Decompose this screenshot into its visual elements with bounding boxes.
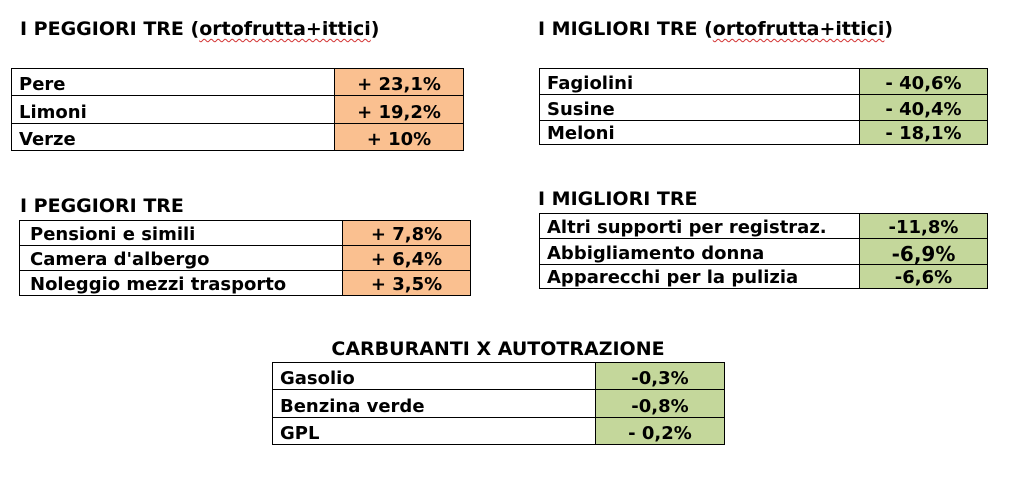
worst-produce-title-prefix: I PEGGIORI TRE ( — [20, 18, 200, 40]
table-row — [273, 418, 725, 445]
row-label: Altri supporti per registraz. — [540, 214, 860, 239]
row-value: -0,8% — [596, 390, 725, 418]
table-row — [540, 121, 988, 145]
table-row — [20, 221, 471, 246]
table-row — [540, 95, 988, 121]
table-row — [12, 124, 464, 151]
best-produce-title-category: ortofrutta+ittici — [712, 18, 885, 40]
worst-produce-title-suffix: ) — [370, 18, 380, 40]
row-label: Fagiolini — [540, 69, 860, 95]
best-produce-title-prefix: I MIGLIORI TRE ( — [538, 18, 713, 40]
row-value: + 19,2% — [335, 96, 464, 124]
best-produce-table — [539, 68, 988, 145]
row-label: Camera d'albergo — [20, 246, 343, 271]
row-value: - 40,4% — [860, 95, 988, 121]
table-row — [12, 69, 464, 96]
row-value: + 6,4% — [343, 246, 471, 271]
fuel-table — [272, 362, 725, 445]
table-row — [20, 271, 471, 296]
row-value: - 40,6% — [860, 69, 988, 95]
row-value: + 7,8% — [343, 221, 471, 246]
table-row — [12, 96, 464, 124]
worst-general-title: I PEGGIORI TRE — [20, 195, 184, 217]
best-general-title: I MIGLIORI TRE — [538, 188, 698, 210]
row-label: Abbigliamento donna — [540, 239, 860, 265]
row-value: -6,9% — [860, 239, 988, 265]
worst-produce-table — [11, 68, 464, 151]
worst-produce-title-category: ortofrutta+ittici — [199, 18, 371, 40]
fuel-title: CARBURANTI X AUTOTRAZIONE — [331, 338, 665, 360]
worst-general-table — [19, 220, 471, 296]
best-produce-title — [538, 18, 893, 40]
row-label: Noleggio mezzi trasporto — [20, 271, 343, 296]
row-label: GPL — [273, 418, 596, 445]
table-row — [273, 363, 725, 390]
row-label: Verze — [12, 124, 335, 151]
row-value: -0,3% — [596, 363, 725, 390]
worst-produce-title — [20, 18, 379, 40]
row-label: Gasolio — [273, 363, 596, 390]
best-general-table — [539, 213, 988, 289]
best-produce-title-suffix: ) — [884, 18, 894, 40]
row-label: Pensioni e simili — [20, 221, 343, 246]
row-value: -11,8% — [860, 214, 988, 239]
row-label: Apparecchi per la pulizia — [540, 265, 860, 289]
table-row — [20, 246, 471, 271]
row-value: - 0,2% — [596, 418, 725, 445]
table-row — [540, 214, 988, 239]
table-row — [540, 265, 988, 289]
row-label: Meloni — [540, 121, 860, 145]
row-value: + 23,1% — [335, 69, 464, 96]
row-value: + 10% — [335, 124, 464, 151]
table-row — [273, 390, 725, 418]
row-value: - 18,1% — [860, 121, 988, 145]
row-value: -6,6% — [860, 265, 988, 289]
row-label: Susine — [540, 95, 860, 121]
row-label: Pere — [12, 69, 335, 96]
table-row — [540, 239, 988, 265]
table-row — [540, 69, 988, 95]
row-label: Limoni — [12, 96, 335, 124]
row-value: + 3,5% — [343, 271, 471, 296]
row-label: Benzina verde — [273, 390, 596, 418]
